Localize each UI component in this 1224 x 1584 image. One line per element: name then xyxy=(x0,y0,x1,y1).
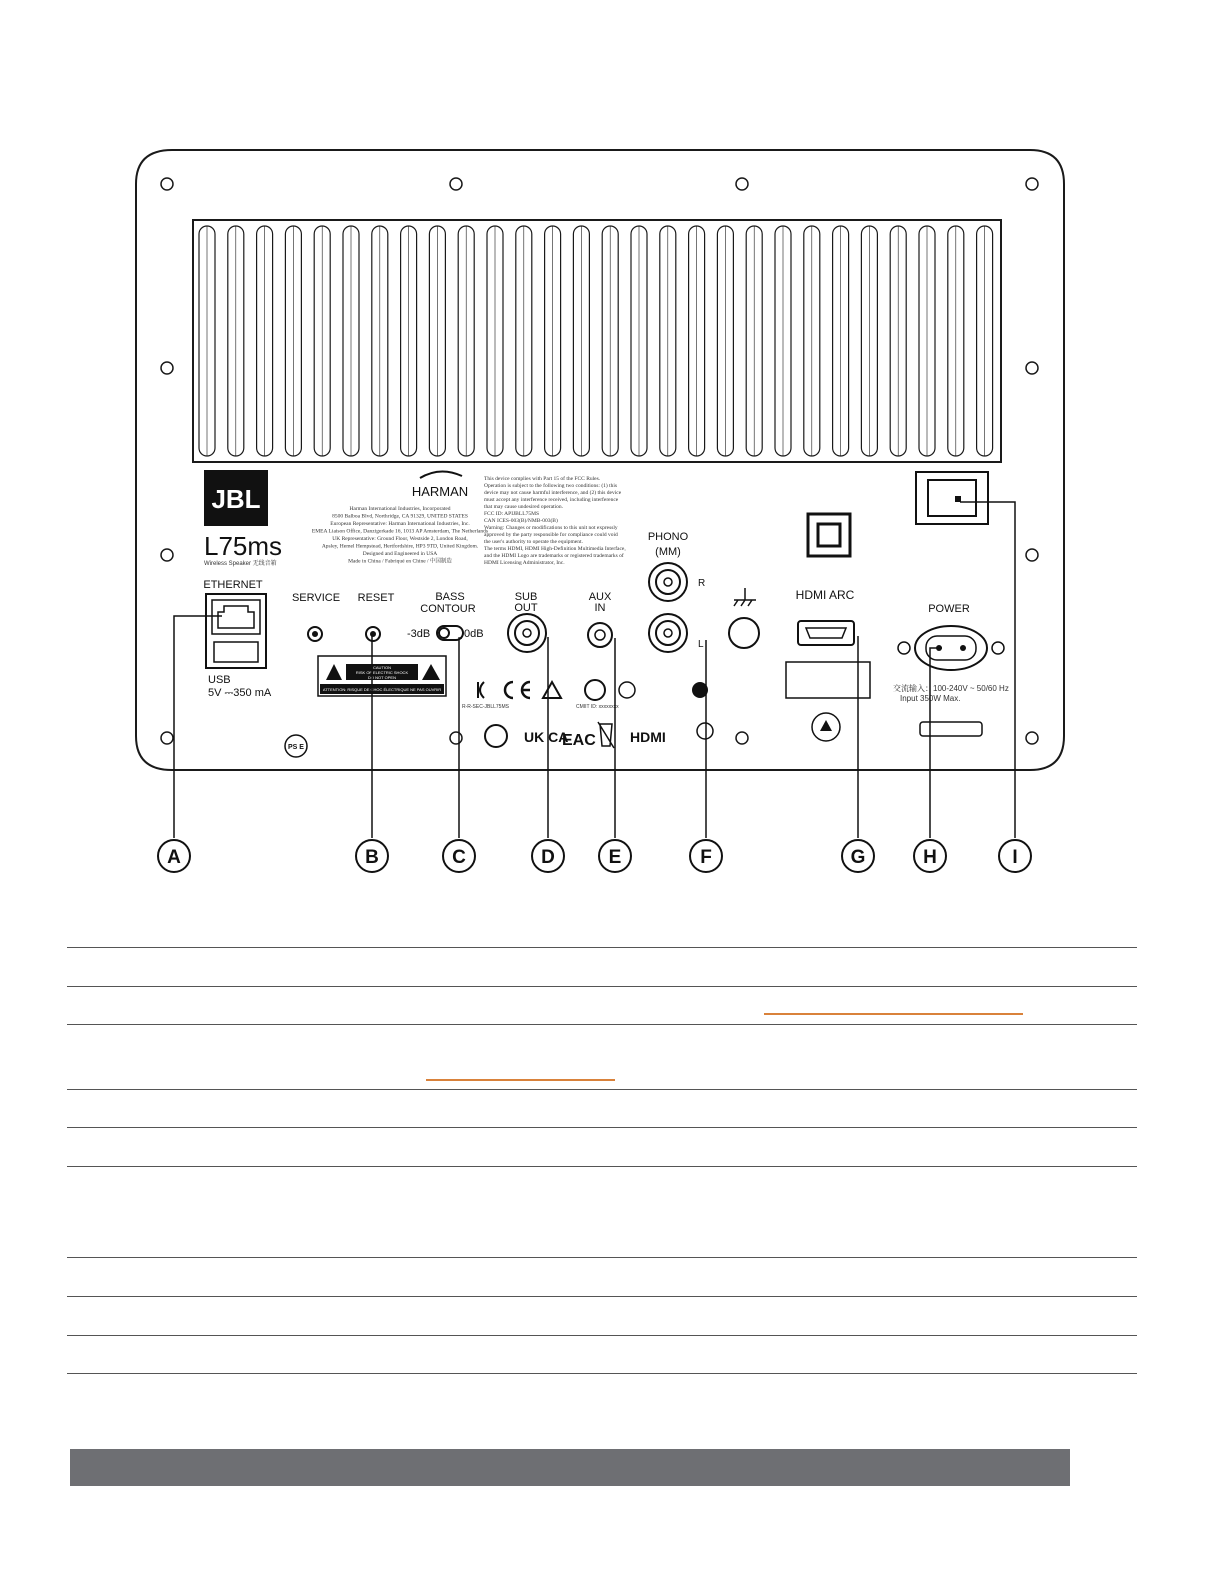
power-label: POWER xyxy=(928,603,970,615)
small-print-line: the user's authority to operate the equipment. xyxy=(484,539,583,545)
small-print-line: Made in China / Fabriqué en Chine / 中国制造 xyxy=(348,558,452,565)
small-print-line: and the HDMI Logo are trademarks or registered trademarks of xyxy=(484,553,624,559)
callout-letter: D xyxy=(541,847,555,868)
heatsink xyxy=(193,220,1001,462)
rcm-id-text: R-R-SEC-JBLL75MS xyxy=(462,704,509,710)
pse-text: PS E xyxy=(288,744,304,751)
caution-title: CAUTION xyxy=(373,665,391,670)
power-inlet-pin-right xyxy=(960,645,966,651)
aux-in-label-1: AUX xyxy=(588,591,612,603)
ccc-mark-icon xyxy=(585,680,605,700)
small-print-line: Apsley, Hemel Hempstead, Hertfordshire, HP3 9TD, United Kingdom. xyxy=(321,543,479,550)
small-print-line: 8500 Balboa Blvd, Northridge, CA 91329, UNITED STATES xyxy=(332,513,468,520)
footer-bar xyxy=(70,1449,1070,1486)
table-rule xyxy=(67,986,1137,987)
power-rating-2: Input 350W Max. xyxy=(900,694,961,703)
power-mount-left xyxy=(898,642,910,654)
bass-contour-switch-knob xyxy=(439,628,449,638)
small-print-line: The terms HDMI, HDMI High-Definition Multimedia Interface, xyxy=(484,546,626,552)
table-rule xyxy=(67,947,1137,948)
caution-line2: DO NOT OPEN xyxy=(368,675,396,680)
callout-letter: C xyxy=(452,847,466,868)
ethernet-label: ETHERNET xyxy=(203,579,263,591)
power-switch-indicator xyxy=(955,496,961,502)
small-print-line: approved by the party responsible for compliance could void xyxy=(484,532,618,538)
table-rule xyxy=(67,1089,1137,1090)
bass-zero-label: 0dB xyxy=(464,628,484,640)
jbl-logo-text: JBL xyxy=(211,484,261,514)
hdmi-arc-port xyxy=(798,621,854,645)
small-print-line: HDMI Licensing Administrator, Inc. xyxy=(484,560,565,566)
link-underline[interactable] xyxy=(764,1013,1023,1015)
ethernet-port xyxy=(212,600,260,634)
table-rule xyxy=(67,1024,1137,1025)
eac-mark: EAC xyxy=(562,732,596,749)
aux-in-label-2: IN xyxy=(594,602,606,614)
cmiit-id: CMIIT ID: xxxxxxxx xyxy=(576,704,619,710)
callout-letter: B xyxy=(365,847,379,868)
callout-letter: I xyxy=(1012,847,1018,868)
table-rule xyxy=(67,1166,1137,1167)
callout-letter: A xyxy=(167,847,181,868)
table-rule xyxy=(67,1373,1137,1374)
callout-letter: H xyxy=(923,847,937,868)
small-print-line: that may cause undesired operation. xyxy=(484,504,563,510)
rohs-mark-icon xyxy=(697,723,713,739)
bass-minus-label: -3dB xyxy=(407,628,431,640)
small-print-line: CAN ICES-003(B)/NMB-003(B) xyxy=(484,518,558,524)
link-underline[interactable] xyxy=(426,1079,615,1081)
caution-line1: RISK OF ELECTRIC SHOCK xyxy=(355,670,409,675)
power-switch-rocker xyxy=(928,480,976,516)
callout-letter: F xyxy=(700,847,712,868)
model-name: L75ms xyxy=(204,531,283,561)
table-rule xyxy=(67,1257,1137,1258)
service-label: SERVICE xyxy=(291,592,341,604)
sub-out-label-1: SUB xyxy=(514,591,538,603)
phono-r-label: R xyxy=(698,578,706,589)
table-rule xyxy=(67,1335,1137,1336)
phono-label-2: (MM) xyxy=(655,546,681,558)
harman-logo: HARMAN xyxy=(411,484,469,499)
small-print-line: This device complies with Part 15 of the FCC Rules. xyxy=(484,476,601,482)
bass-contour-label-1: BASS xyxy=(435,591,465,603)
small-print-line: European Representative: Harman International Industries, Inc. xyxy=(330,521,470,527)
usb-rating: 5V ⎓350 mA xyxy=(208,687,272,699)
reset-label: RESET xyxy=(357,592,395,604)
small-print-line: device may not cause harmful interference, and (2) this device xyxy=(484,490,622,496)
phono-l-label: L xyxy=(698,639,704,650)
recycle-10-icon xyxy=(485,725,507,747)
small-print-line: EMEA Liaison Office, Danzigerkade 16, 1013 AP Amsterdam, The Netherlands xyxy=(311,528,489,535)
aux-in-port-core xyxy=(595,630,605,640)
ukca-mark: UK CA xyxy=(524,729,569,745)
small-print-line: UK Representative: Ground Floor, Westside 2, London Road, xyxy=(332,536,468,542)
reset-button-core xyxy=(370,631,376,637)
usb-label: USB xyxy=(208,674,231,686)
table-rule xyxy=(67,1296,1137,1297)
callout-letter: E xyxy=(608,847,622,868)
small-print-line: Harman International Industries, Incorporated xyxy=(349,506,451,512)
service-port-core xyxy=(312,631,318,637)
power-rating-1: 交流输入：100-240V ~ 50/60 Hz xyxy=(893,684,1009,693)
telec-mark-icon xyxy=(619,682,635,698)
small-print-line: Operation is subject to the following two conditions: (1) this xyxy=(484,483,618,489)
phono-label-1: PHONO xyxy=(647,531,689,543)
hdmi-logo: HDMI xyxy=(630,729,666,745)
model-subtitle: Wireless Speaker 无线音箱 xyxy=(204,561,277,567)
callout-letter: G xyxy=(850,847,866,868)
small-print-line: Warning: Changes or modifications to this unit not expressly xyxy=(484,525,618,531)
bass-contour-label-2: CONTOUR xyxy=(420,603,476,615)
table-rule xyxy=(67,1127,1137,1128)
small-print-line: FCC ID: APIJBLL75MS xyxy=(484,511,540,517)
sub-out-label-2: OUT xyxy=(514,602,538,614)
small-print-line: Designed and Engineered in USA xyxy=(362,551,438,557)
power-mount-right xyxy=(992,642,1004,654)
hdmi-arc-label: HDMI ARC xyxy=(795,588,855,602)
ground-terminal xyxy=(729,618,759,648)
caution-line3: ATTENTION: RISQUE DE CHOC ÉLECTRIQUE NE PAS OUVRIR xyxy=(322,687,442,692)
small-print-line: must accept any interference received, including interference xyxy=(484,497,619,503)
usb-port xyxy=(214,642,258,662)
phono-r-port-pin xyxy=(664,578,672,586)
phono-l-port-pin xyxy=(664,629,672,637)
sub-out-port-pin xyxy=(523,629,531,637)
